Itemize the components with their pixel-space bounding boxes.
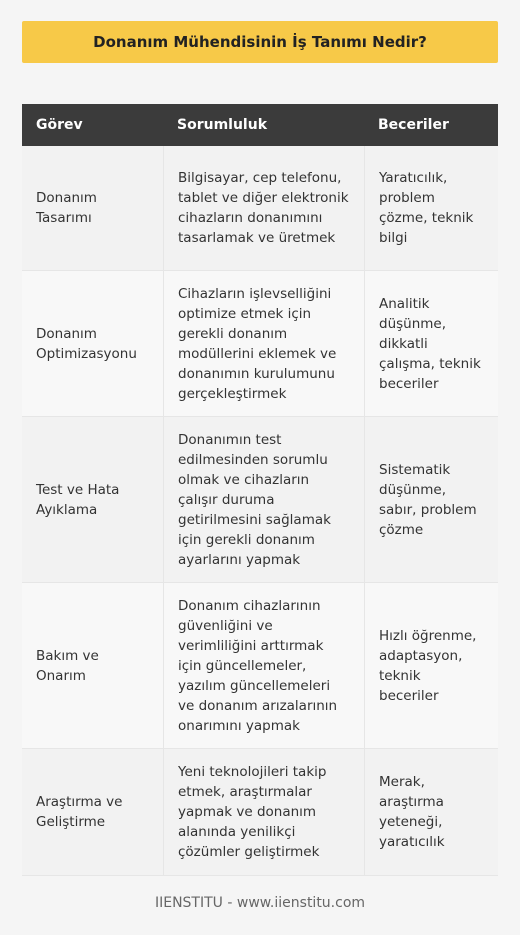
table-row: [22, 271, 498, 417]
cell-gorev: Donanım Optimizasyonu: [36, 325, 137, 362]
job-description-table: [22, 104, 498, 876]
cell-beceriler: Yaratıcılık, problem çözme, teknik bilgi: [364, 146, 498, 270]
table-row: [22, 583, 498, 749]
cell-sorumluluk: Donanım cihazlarının güvenliğini ve verimliliğini arttırmak için güncellemeler, yazılım güncellemeleri ve donanım arızalarının onarımını yapmak: [163, 583, 364, 748]
cell-beceriler: Hızlı öğrenme, adaptasyon, teknik beceriler: [364, 583, 498, 748]
table-header-row: [22, 104, 498, 146]
cell-gorev: Araştırma ve Geliştirme: [36, 794, 123, 830]
page-title: Donanım Mühendisinin İş Tanımı Nedir?: [93, 33, 427, 51]
header-gorev: Görev: [36, 117, 83, 133]
footer-credit: IIENSTITU - www.iienstitu.com: [154, 895, 366, 911]
cell-beceriler: Analitik düşünme, dikkatli çalışma, teknik beceriler: [364, 271, 498, 416]
header-sorumluluk: Sorumluluk: [177, 117, 268, 133]
cell-sorumluluk: Donanımın test edilmesinden sorumlu olmak ve cihazların çalışır duruma getirilmesini sağlamak için gerekli donanım ayarlarını yapmak: [163, 417, 364, 582]
cell-beceriler: Merak, araştırma yeteneği, yaratıcılık: [364, 749, 498, 875]
cell-gorev: Test ve Hata Ayıklama: [36, 481, 120, 518]
cell-beceriler: Sistematik düşünme, sabır, problem çözme: [364, 417, 498, 582]
cell-sorumluluk: Bilgisayar, cep telefonu, tablet ve diğer elektronik cihazların donanımını tasarlamak ve üretmek: [163, 146, 364, 270]
cell-sorumluluk: Cihazların işlevselliğini optimize etmek için gerekli donanım modüllerini eklemek ve donanımın kurulumunu gerçekleştirmek: [163, 271, 364, 416]
cell-sorumluluk: Yeni teknolojileri takip etmek, araştırmalar yapmak ve donanım alanında yenilikçi çözümler geliştirmek: [163, 749, 364, 875]
table-row: [22, 417, 498, 583]
table-row: [22, 749, 498, 876]
cell-gorev: Bakım ve Onarım: [36, 647, 99, 684]
table-row: [22, 146, 498, 271]
title-banner: [22, 21, 498, 63]
header-beceriler: Beceriler: [378, 117, 449, 133]
cell-gorev: Donanım Tasarımı: [36, 190, 97, 226]
